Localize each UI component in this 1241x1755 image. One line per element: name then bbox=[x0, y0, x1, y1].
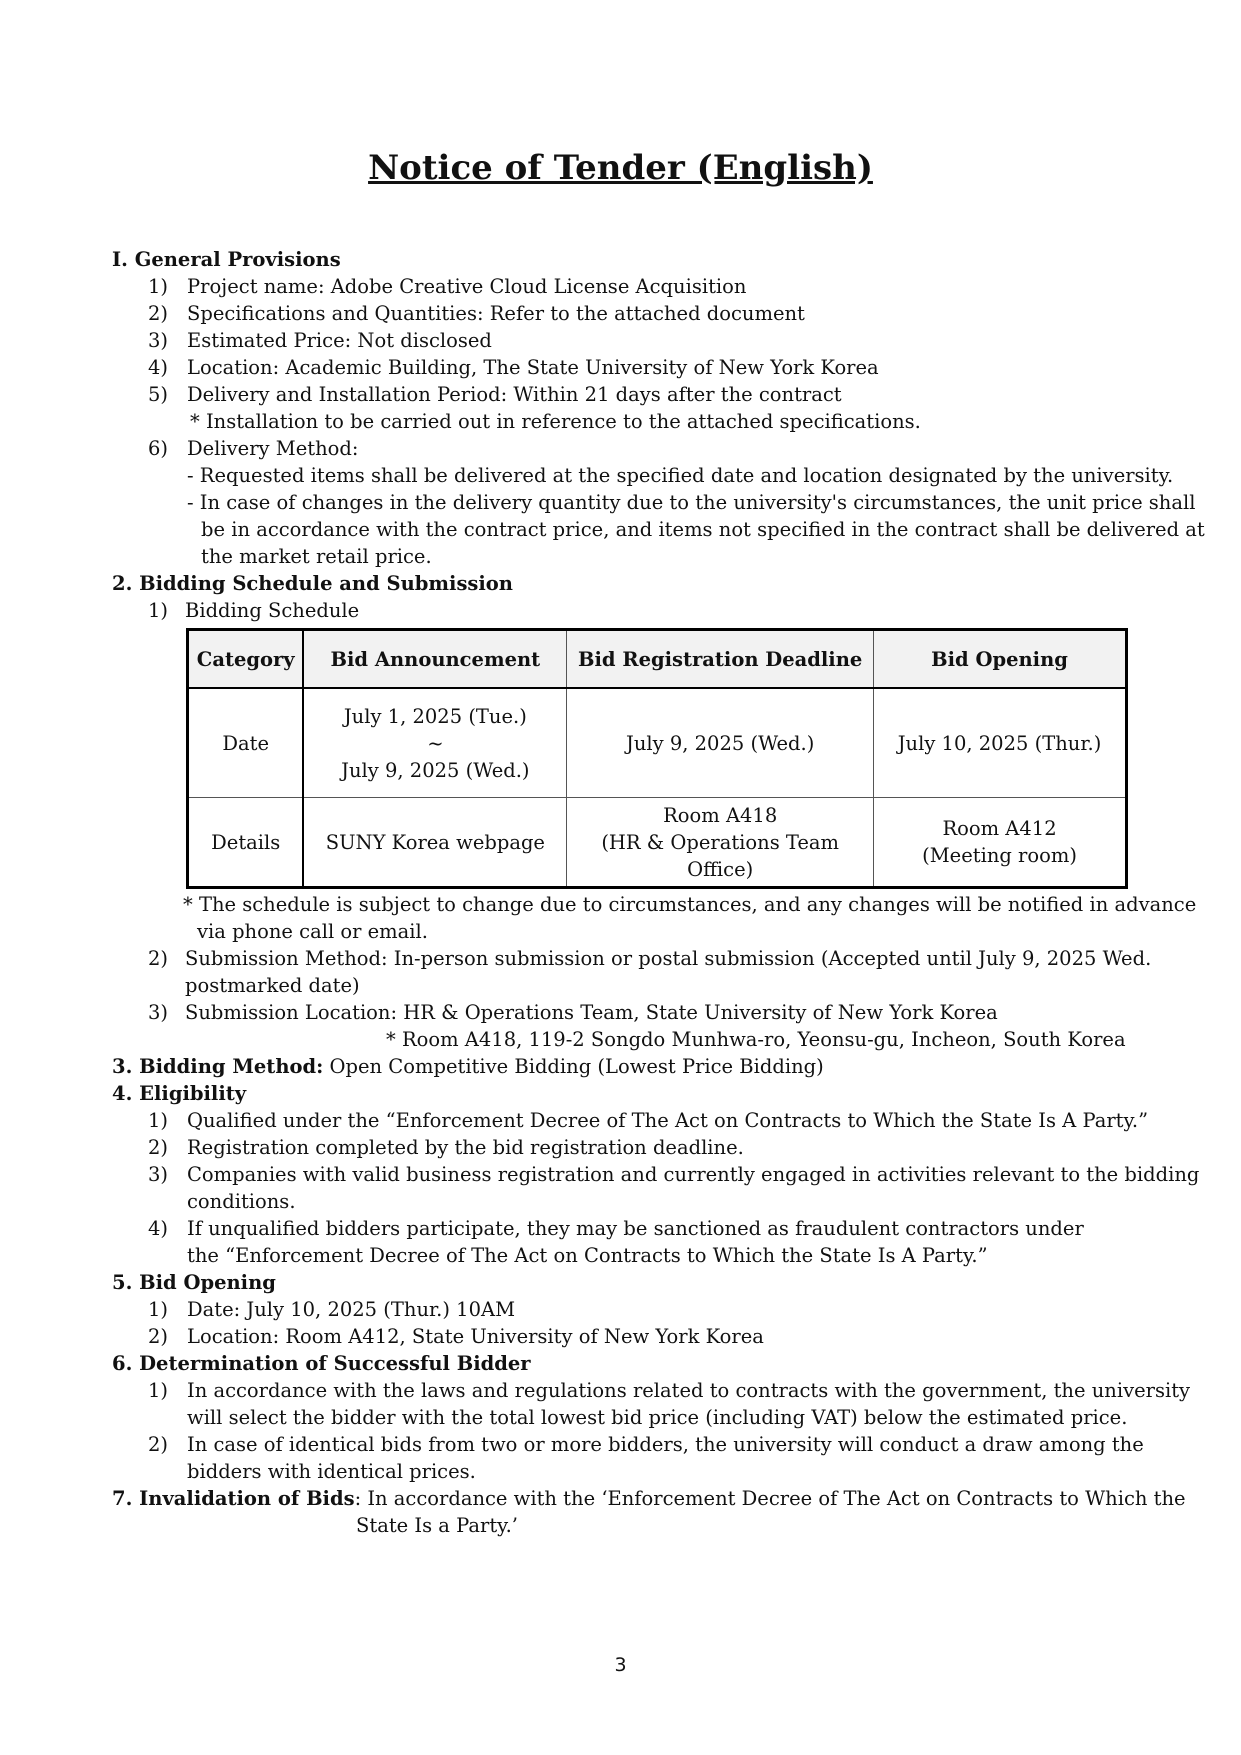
section-2-heading: 2. Bidding Schedule and Submission bbox=[112, 572, 513, 595]
s2-item-1-num: 1) bbox=[148, 599, 169, 622]
opening-room: Room A412 bbox=[942, 817, 1057, 840]
section-5-heading: 5. Bid Opening bbox=[112, 1271, 276, 1294]
s4-item-4-num: 4) bbox=[148, 1217, 169, 1240]
s2-item-2-line-1: Submission Method: In-person submission or postal submission (Accepted until July 9, 2025 Wed. bbox=[185, 947, 1152, 970]
s1-item-5-note: * Installation to be carried out in reference to the attached specifications. bbox=[190, 410, 921, 433]
s2-item-3-line-1: Submission Location: HR & Operations Team, State University of New York Korea bbox=[185, 1001, 998, 1024]
header-category: Category bbox=[188, 630, 304, 689]
cell-announcement-date bbox=[303, 688, 566, 798]
bidding-schedule-table bbox=[186, 628, 1128, 889]
s4-item-1-num: 1) bbox=[148, 1109, 169, 1132]
section-7 bbox=[112, 1485, 1186, 1512]
cell-deadline-details bbox=[567, 798, 874, 888]
s1-item-3-text: Estimated Price: Not disclosed bbox=[187, 329, 492, 352]
section-3-text: Open Competitive Bidding (Lowest Price Bidding) bbox=[323, 1055, 824, 1078]
s1-item-1-num: 1) bbox=[148, 275, 169, 298]
s6-item-1-line-2: will select the bidder with the total lowest bid price (including VAT) below the estimated price. bbox=[187, 1406, 1128, 1429]
announcement-start: July 1, 2025 (Tue.) bbox=[343, 704, 527, 728]
section-4-heading: 4. Eligibility bbox=[112, 1082, 247, 1105]
s4-item-3-num: 3) bbox=[148, 1163, 169, 1186]
s4-item-2-num: 2) bbox=[148, 1136, 169, 1159]
header-bid-registration-deadline: Bid Registration Deadline bbox=[567, 630, 874, 689]
table-header-row bbox=[188, 630, 1127, 689]
page-number: 3 bbox=[614, 1654, 627, 1676]
schedule-note-line-1: * The schedule is subject to change due to circumstances, and any changes will be notified in advance bbox=[183, 893, 1197, 916]
section-7-heading: 7. Invalidation of Bids bbox=[112, 1487, 355, 1510]
s5-item-1-num: 1) bbox=[148, 1298, 169, 1321]
cell-opening-details bbox=[874, 798, 1127, 888]
section-7-line-2: State Is a Party.’ bbox=[356, 1514, 518, 1537]
s1-item-1-text: Project name: Adobe Creative Cloud License Acquisition bbox=[187, 275, 747, 298]
s1-item-5-num: 5) bbox=[148, 383, 169, 406]
s6-item-2-num: 2) bbox=[148, 1433, 169, 1456]
s4-item-1-text: Qualified under the “Enforcement Decree of The Act on Contracts to Which the State Is A Party.” bbox=[187, 1109, 1149, 1132]
section-3 bbox=[112, 1053, 824, 1080]
s6-item-2-line-2: bidders with identical prices. bbox=[187, 1460, 476, 1483]
section-7-line-1: : In accordance with the ‘Enforcement Decree of The Act on Contracts to Which the bbox=[354, 1487, 1186, 1510]
s2-item-3-num: 3) bbox=[148, 1001, 169, 1024]
s4-item-4-line-2: the “Enforcement Decree of The Act on Contracts to Which the State Is A Party.” bbox=[187, 1244, 988, 1267]
section-1-heading: I. General Provisions bbox=[112, 248, 341, 271]
s1-item-2-text: Specifications and Quantities: Refer to the attached document bbox=[187, 302, 805, 325]
s1-dash-1: - Requested items shall be delivered at the specified date and location designated by the university. bbox=[187, 464, 1174, 487]
schedule-note-line-2: via phone call or email. bbox=[197, 920, 428, 943]
page-title: Notice of Tender (English) bbox=[368, 148, 873, 188]
deadline-office: (HR & Operations Team Office) bbox=[601, 830, 840, 881]
s4-item-2-text: Registration completed by the bid registration deadline. bbox=[187, 1136, 744, 1159]
s2-item-2-num: 2) bbox=[148, 947, 169, 970]
opening-room-desc: (Meeting room) bbox=[922, 844, 1077, 867]
s1-dash-2-line-1: - In case of changes in the delivery quantity due to the university's circumstances, the unit price shall bbox=[187, 491, 1196, 514]
s4-item-3-line-2: conditions. bbox=[187, 1190, 296, 1213]
announcement-end: July 9, 2025 (Wed.) bbox=[341, 758, 530, 782]
s1-dash-2-line-2: be in accordance with the contract price, and items not specified in the contract shall be delivered at bbox=[201, 518, 1205, 541]
announcement-tilde: ~ bbox=[427, 731, 444, 755]
s1-item-3-num: 3) bbox=[148, 329, 169, 352]
s5-item-2-num: 2) bbox=[148, 1325, 169, 1348]
row-label-details: Details bbox=[188, 798, 304, 888]
s1-item-6-text: Delivery Method: bbox=[187, 437, 359, 460]
s1-item-4-text: Location: Academic Building, The State University of New York Korea bbox=[187, 356, 879, 379]
s1-item-2-num: 2) bbox=[148, 302, 169, 325]
s2-item-3-line-2: * Room A418, 119-2 Songdo Munhwa-ro, Yeonsu-gu, Incheon, South Korea bbox=[386, 1028, 1126, 1051]
section-6-heading: 6. Determination of Successful Bidder bbox=[112, 1352, 531, 1375]
s1-dash-2-line-3: the market retail price. bbox=[201, 545, 432, 568]
cell-deadline-date: July 9, 2025 (Wed.) bbox=[567, 688, 874, 798]
table-row-date bbox=[188, 688, 1127, 798]
s2-item-1-text: Bidding Schedule bbox=[185, 599, 360, 622]
cell-announcement-details: SUNY Korea webpage bbox=[303, 798, 566, 888]
s6-item-1-num: 1) bbox=[148, 1379, 169, 1402]
header-bid-announcement: Bid Announcement bbox=[303, 630, 566, 689]
s1-item-5-text: Delivery and Installation Period: Within 21 days after the contract bbox=[187, 383, 842, 406]
row-label-date: Date bbox=[188, 688, 304, 798]
s4-item-3-line-1: Companies with valid business registration and currently engaged in activities relevant to the bidding bbox=[187, 1163, 1200, 1186]
header-bid-opening: Bid Opening bbox=[874, 630, 1127, 689]
s5-item-1-text: Date: July 10, 2025 (Thur.) 10AM bbox=[187, 1298, 516, 1321]
s6-item-1-line-1: In accordance with the laws and regulations related to contracts with the government, the university bbox=[187, 1379, 1191, 1402]
table-row-details bbox=[188, 798, 1127, 888]
s1-item-6-num: 6) bbox=[148, 437, 169, 460]
s5-item-2-text: Location: Room A412, State University of New York Korea bbox=[187, 1325, 764, 1348]
s2-item-2-line-2: postmarked date) bbox=[185, 974, 360, 997]
s4-item-4-line-1: If unqualified bidders participate, they may be sanctioned as fraudulent contractors under bbox=[187, 1217, 1084, 1240]
deadline-room: Room A418 bbox=[663, 803, 778, 827]
section-3-heading: 3. Bidding Method: bbox=[112, 1055, 324, 1078]
cell-opening-date: July 10, 2025 (Thur.) bbox=[874, 688, 1127, 798]
s1-item-4-num: 4) bbox=[148, 356, 169, 379]
s6-item-2-line-1: In case of identical bids from two or more bidders, the university will conduct a draw among the bbox=[187, 1433, 1144, 1456]
